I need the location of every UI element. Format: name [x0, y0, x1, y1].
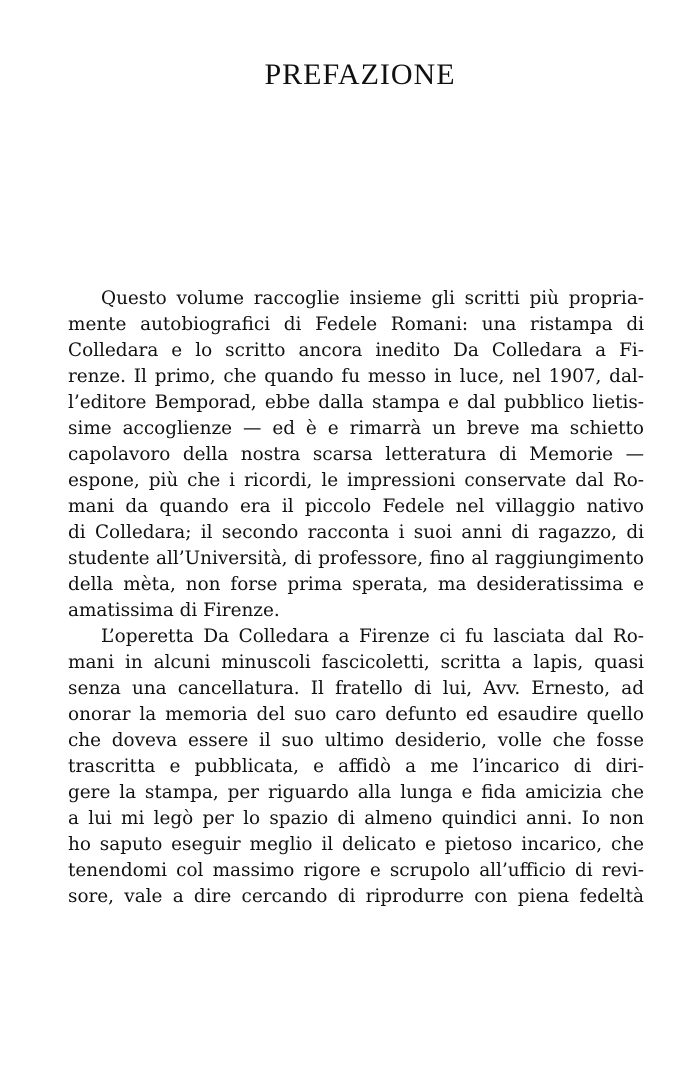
paragraph-2-line-3: senza una cancellatura. Il fratello di lui, Avv. Ernesto, ad	[68, 678, 644, 699]
paragraph-1-line-12: della mèta, non forse prima sperata, ma desideratissima e	[68, 574, 644, 595]
paragraph-1-line-1: Questo volume raccoglie insieme gli scritti più propria-	[101, 288, 644, 309]
body-text	[68, 286, 644, 910]
paragraph-2-line-11: sore, vale a dire cercando di riprodurre con piena fedeltà	[68, 886, 644, 907]
paragraph-1-line-5: l’editore Bemporad, ebbe dalla stampa e dal pubblico lietis-	[68, 392, 644, 413]
paragraph-2-line-9: ho saputo eseguir meglio il delicato e pietoso incarico, che	[68, 834, 644, 855]
paragraph-2-line-7: gere la stampa, per riguardo alla lunga e fida amicizia che	[68, 782, 644, 803]
paragraph-1-line-11: studente all’Università, di professore, fino al raggiungimento	[68, 548, 644, 569]
paragraph-2-line-10: tenendomi col massimo rigore e scrupolo all’ufficio di revi-	[68, 860, 644, 881]
paragraph-1-line-3: Colledara e lo scritto ancora inedito Da Colledara a Fi-	[68, 340, 644, 361]
paragraph-1-line-9: mani da quando era il piccolo Fedele nel villaggio nativo	[68, 496, 644, 517]
paragraph-1-line-7: capolavoro della nostra scarsa letteratura di Memorie —	[68, 444, 644, 465]
paragraph-2-line-6: trascritta e pubblicata, e affidò a me l’incarico di diri-	[68, 756, 644, 777]
paragraph-1-line-8: espone, più che i ricordi, le impressioni conservate dal Ro-	[68, 470, 644, 491]
paragraph-1-line-6: sime accoglienze — ed è e rimarrà un breve ma schietto	[68, 418, 644, 439]
paragraph-2-line-5: che doveva essere il suo ultimo desiderio, volle che fosse	[68, 730, 644, 751]
paragraph-1-line-4: renze. Il primo, che quando fu messo in luce, nel 1907, dal-	[68, 366, 644, 387]
paragraph-1-line-13: amatissima di Firenze.	[68, 600, 280, 621]
paragraph-1-line-2: mente autobiografici di Fedele Romani: una ristampa di	[68, 314, 644, 335]
paragraph-2-line-1: L’operetta Da Colledara a Firenze ci fu lasciata dal Ro-	[101, 626, 644, 647]
paragraph-2-line-2: mani in alcuni minuscoli fascicoletti, scritta a lapis, quasi	[68, 652, 644, 673]
paragraph-2-line-4: onorar la memoria del suo caro defunto ed esaudire quello	[68, 704, 644, 725]
paragraph-2-line-8: a lui mi legò per lo spazio di almeno quindici anni. Io non	[68, 808, 644, 829]
page-title: PREFAZIONE	[264, 58, 456, 91]
paragraph-1-line-10: di Colledara; il secondo racconta i suoi anni di ragazzo, di	[68, 522, 644, 543]
